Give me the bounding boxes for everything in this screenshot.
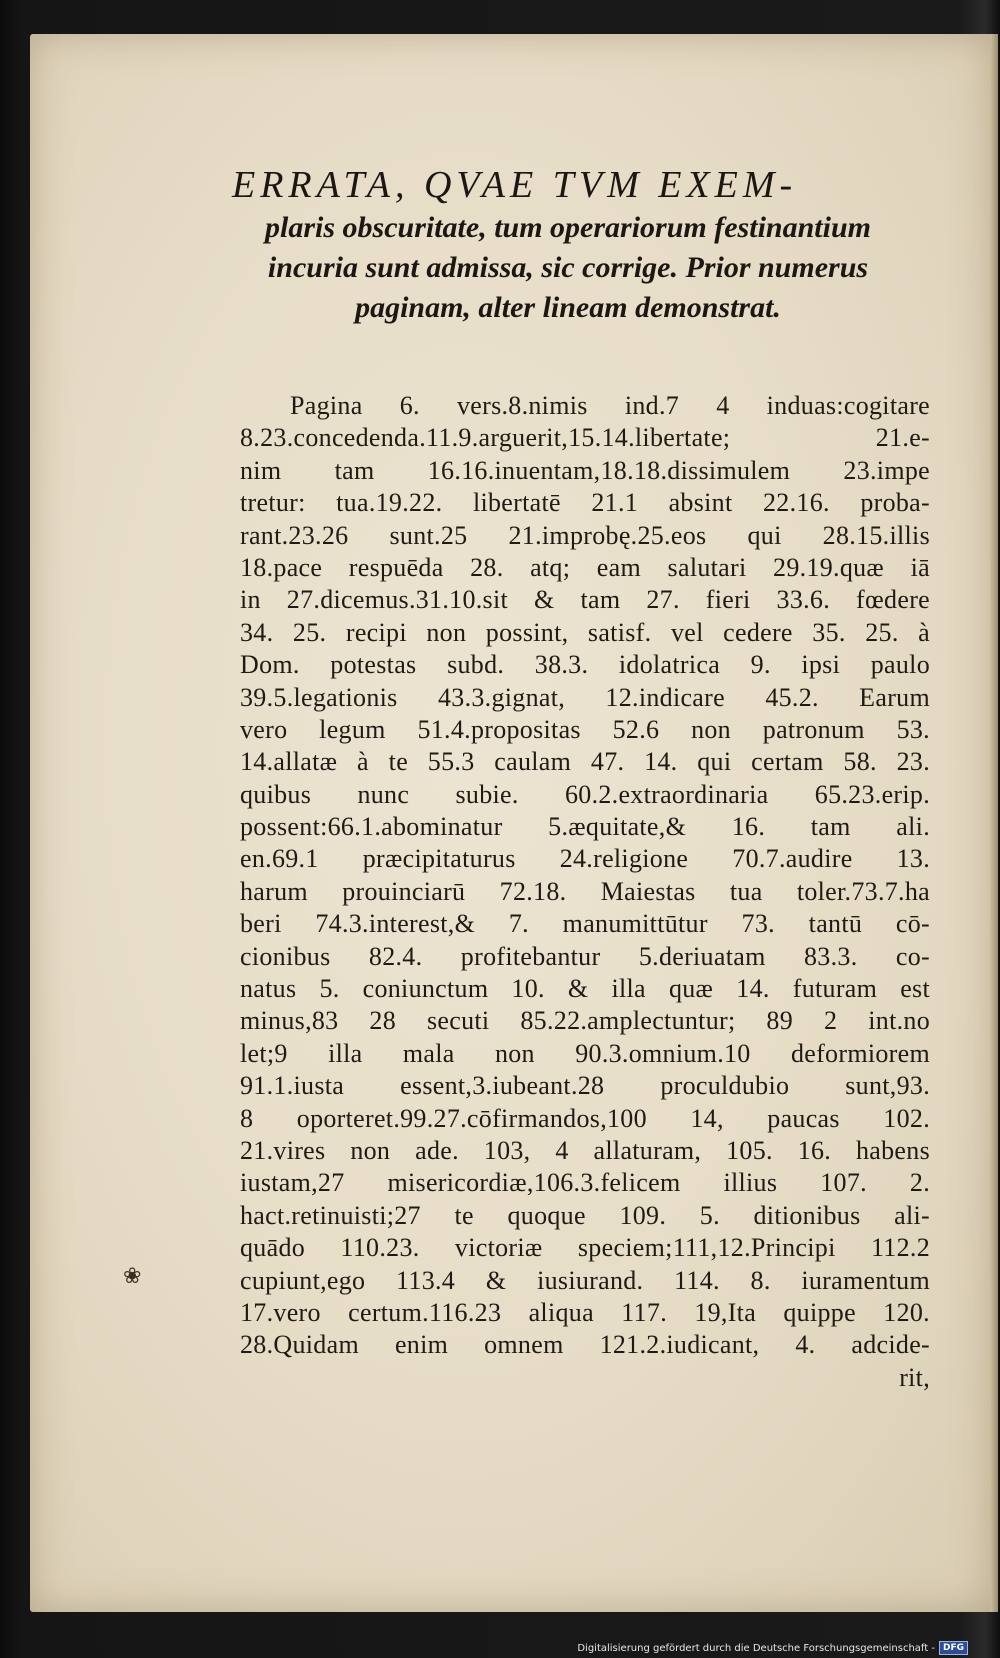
errata-line: 8.23.concedenda.11.9.arguerit,15.14.libertate; 21.e- [240, 423, 930, 453]
errata-line: 91.1.iusta essent,3.iubeant.28 proculdubio sunt,93. [240, 1071, 930, 1101]
errata-line: 39.5.legationis 43.3.gignat, 12.indicare 45.2. Earum [240, 682, 930, 712]
credit-text: Digitalisierung gefördert durch die Deutsche Forschungsgemeinschaft - [577, 1642, 935, 1654]
errata-line: harum prouinciarū 72.18. Maiestas tua toler.73.7.ha [240, 876, 930, 906]
errata-heading [218, 162, 918, 328]
errata-line: 34. 25. recipi non possint, satisf. vel cedere 35. 25. à [240, 617, 930, 647]
dfg-logo: DFG [939, 1641, 968, 1655]
errata-line: 14.allatæ à te 55.3 caulam 47. 14. qui certam 58. 23. [240, 747, 930, 777]
errata-line: vero legum 51.4.propositas 52.6 non patronum 53. [240, 714, 930, 744]
errata-line: nim tam 16.16.inuentam,18.18.dissimulem 23.impe [240, 455, 930, 485]
errata-line: minus,83 28 secuti 85.22.amplectuntur; 89 2 int.no [240, 1006, 930, 1036]
errata-line: rant.23.26 sunt.25 21.improbę.25.eos qui 28.15.illis [240, 520, 930, 550]
errata-line: quādo 110.23. victoriæ speciem;111,12.Principi 112.2 [240, 1233, 930, 1263]
errata-heading-italic: plaris obscuritate, tum operariorum festinantium incuria sunt admissa, sic corrige. Prior numerus paginam, alter lineam demonstrat. [265, 211, 871, 324]
errata-line: rit, [899, 1362, 930, 1392]
errata-line: 21.vires non ade. 103, 4 allaturam, 105. 16. habens [240, 1135, 930, 1165]
errata-line: Pagina 6. vers.8.nimis ind.7 4 induas:cogitare [290, 391, 930, 420]
errata-line: let;9 illa mala non 90.3.omnium.10 deformiorem [240, 1038, 930, 1068]
errata-line: quibus nunc subie. 60.2.extraordinaria 65.23.erip. [240, 779, 930, 809]
digitization-credit [577, 1641, 968, 1655]
errata-line: 28.Quidam enim omnem 121.2.iudicant, 4. adcide- [240, 1330, 930, 1360]
errata-line: Dom. potestas subd. 38.3. idolatrica 9. ipsi paulo [240, 650, 930, 680]
errata-line: 17.vero certum.116.23 aliqua 117. 19,Ita quippe 120. [240, 1297, 930, 1327]
errata-line: hact.retinuisti;27 te quoque 109. 5. ditionibus ali- [240, 1200, 930, 1230]
errata-line: 8 oporteret.99.27.cōfirmandos,100 14, paucas 102. [240, 1103, 930, 1133]
errata-line: cionibus 82.4. profitebantur 5.deriuatam 83.3. co- [240, 941, 930, 971]
errata-line: in 27.dicemus.31.10.sit & tam 27. fieri 33.6. fœdere [240, 585, 930, 615]
flower-ornament-icon: ❀ [123, 1263, 142, 1288]
errata-heading-caps: ERRATA, QVAE TVM EXEM- [232, 164, 798, 206]
page-edge [990, 34, 998, 1612]
errata-list [240, 390, 930, 1394]
errata-line: beri 74.3.interest,& 7. manumittūtur 73. tantū cō- [240, 909, 930, 939]
errata-line: cupiunt,ego 113.4 & iusiurand. 114. 8. iuramentum [240, 1265, 930, 1295]
errata-line: 18.pace respuēda 28. atq; eam salutari 29.19.quæ iā [240, 552, 930, 582]
errata-line: iustam,27 misericordiæ,106.3.felicem illius 107. 2. [240, 1168, 930, 1198]
errata-line: natus 5. coniunctum 10. & illa quæ 14. futuram est [240, 974, 930, 1004]
errata-line: possent:66.1.abominatur 5.æquitate,& 16. tam ali. [240, 812, 930, 842]
errata-line: tretur: tua.19.22. libertatē 21.1 absint 22.16. proba- [240, 488, 930, 518]
errata-line: en.69.1 præcipitaturus 24.religione 70.7.audire 13. [240, 844, 930, 874]
